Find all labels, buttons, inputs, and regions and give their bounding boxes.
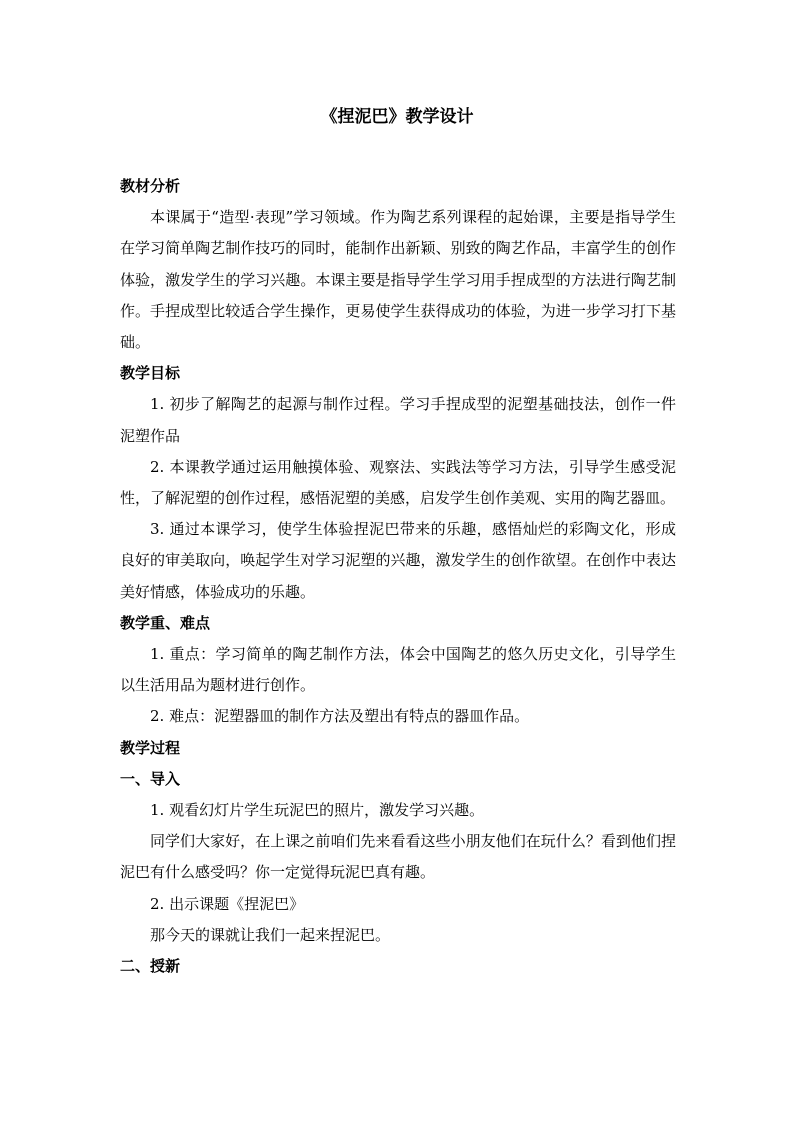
section-heading-goals: 教学目标: [120, 364, 181, 383]
process-intro-dialogue: 同学们大家好，在上课之前咱们先来看看这些小朋友他们在玩什么？看到他们捏泥巴有什么感受吗？你一定觉得玩泥巴真有趣。: [120, 832, 676, 882]
goal-item-3: 3. 通过本课学习，使学生体验捏泥巴带来的乐趣，感悟灿烂的彩陶文化，形成良好的审美取向，唤起学生对学习泥塑的兴趣，激发学生的创作欲望。在创作中表达美好情感，体验成功的乐趣。: [120, 520, 676, 601]
subsection-heading-new: 二、授新: [120, 957, 181, 976]
process-intro-step-1: 1. 观看幻灯片学生玩泥巴的照片，激发学习兴趣。: [150, 801, 485, 820]
analysis-paragraph: 本课属于“造型·表现”学习领域。作为陶艺系列课程的起始课，主要是指导学生在学习简单陶艺制作技巧的同时，能制作出新颖、别致的陶艺作品，丰富学生的创作体验，激发学生的学习兴趣。本课主要是指导学生学习用手捏成型的方法进行陶艺制作。手捏成型比较适合学生操作，更易使学生获得成功的体验，为进一步学习打下基础。: [120, 208, 676, 352]
goal-item-1: 1. 初步了解陶艺的起源与制作过程。学习手捏成型的泥塑基础技法，创作一件泥塑作品: [120, 395, 676, 445]
document-body: [120, 171, 676, 982]
section-heading-keypoints: 教学重、难点: [120, 613, 211, 632]
section-heading-analysis: 教材分析: [120, 177, 181, 195]
keypoint-item-1: 1. 重点：学习简单的陶艺制作方法，体会中国陶艺的悠久历史文化，引导学生以生活用品为题材进行创作。: [120, 645, 676, 695]
section-heading-process: 教学过程: [120, 738, 181, 757]
goal-item-2: 2. 本课教学通过运用触摸体验、观察法、实践法等学习方法，引导学生感受泥性，了解泥塑的创作过程，感悟泥塑的美感，启发学生创作美观、实用的陶艺器皿。: [120, 457, 676, 508]
keypoint-item-2: 2. 难点：泥塑器皿的制作方法及塑出有特点的器皿作品。: [150, 707, 530, 726]
process-intro-step-2: 2. 出示课题《捏泥巴》: [150, 894, 305, 913]
process-intro-closing: 那今天的课就让我们一起来捏泥巴。: [150, 925, 391, 944]
document-title: 《捏泥巴》教学设计: [320, 107, 474, 127]
subsection-heading-intro: 一、导入: [120, 769, 181, 788]
